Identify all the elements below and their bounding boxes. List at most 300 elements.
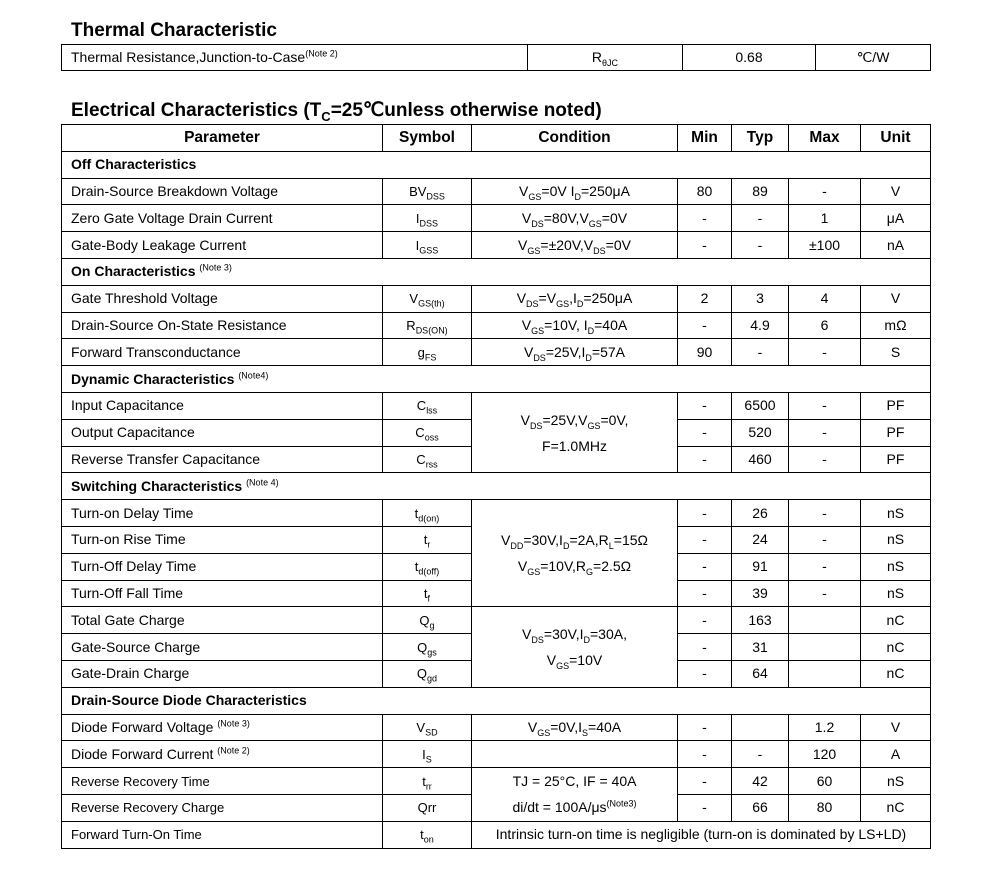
table-row bbox=[62, 205, 931, 232]
cell-unit: nS bbox=[861, 553, 931, 580]
condition-sub: D bbox=[576, 298, 584, 309]
cell-symbol bbox=[383, 312, 472, 339]
condition-text: =250μA bbox=[581, 182, 630, 199]
cell-unit: mΩ bbox=[861, 312, 931, 339]
condition-line-2 bbox=[472, 433, 677, 459]
cell-typ: 460 bbox=[732, 446, 789, 473]
cell-max bbox=[789, 607, 861, 634]
symbol-sub: on bbox=[423, 834, 434, 845]
cell-symbol bbox=[383, 768, 472, 795]
cell-condition bbox=[472, 232, 678, 259]
condition-sub: S bbox=[582, 727, 589, 738]
condition-text: =25V,V bbox=[542, 411, 588, 428]
cell-condition bbox=[472, 741, 678, 768]
condition-sub: D bbox=[562, 541, 570, 552]
cell-unit: nC bbox=[861, 660, 931, 687]
parameter-text: Reverse Recovery Time bbox=[71, 773, 210, 789]
symbol-sub: GSS bbox=[419, 245, 439, 256]
cell-max: 1.2 bbox=[789, 714, 861, 741]
condition-sub: GS bbox=[528, 191, 542, 202]
cell-unit: nS bbox=[861, 768, 931, 795]
symbol-sub: DS(ON) bbox=[415, 325, 448, 336]
cell-max: 120 bbox=[789, 741, 861, 768]
condition-text: =40A bbox=[594, 316, 628, 333]
condition-text: =0V,I bbox=[550, 718, 583, 735]
table-row bbox=[62, 178, 931, 205]
symbol-sub: gd bbox=[427, 673, 438, 684]
section-dynamic: Dynamic Characteristics $^{(Note4)}$ bbox=[62, 366, 931, 393]
cell-max: - bbox=[789, 339, 861, 366]
cell-min: - bbox=[678, 392, 732, 419]
condition-text: =30V,I bbox=[543, 626, 584, 643]
cell-min: 90 bbox=[678, 339, 732, 366]
cell-condition bbox=[472, 392, 678, 472]
thermal-table bbox=[61, 44, 931, 71]
condition-sub: GS bbox=[556, 298, 570, 309]
condition-text: =0V I bbox=[541, 182, 575, 199]
condition-text: V bbox=[501, 532, 511, 549]
cell-typ: 89 bbox=[732, 178, 789, 205]
parameter-text: Reverse Recovery Charge bbox=[71, 800, 225, 816]
section-on: On Characteristics $^{(Note 3)}$ bbox=[62, 258, 931, 285]
condition-text: V bbox=[546, 652, 557, 669]
parameter-text: Gate-Drain Charge bbox=[71, 665, 190, 682]
condition-line-1 bbox=[472, 527, 677, 553]
cell-symbol bbox=[383, 634, 472, 661]
condition-text: =30V,I bbox=[523, 532, 563, 549]
condition-text: =0V, bbox=[600, 411, 629, 428]
symbol-text: C bbox=[416, 398, 427, 414]
condition-text: ,I bbox=[569, 290, 577, 307]
cell-condition bbox=[472, 205, 678, 232]
cell-parameter bbox=[62, 660, 383, 687]
cell-min: - bbox=[678, 741, 732, 768]
parameter-text: Forward Transconductance bbox=[71, 343, 241, 360]
table-row bbox=[62, 392, 931, 419]
cell-min: - bbox=[678, 768, 732, 795]
condition-text: =0V bbox=[601, 209, 628, 226]
symbol-text: g bbox=[417, 344, 425, 360]
table-row bbox=[62, 821, 931, 848]
cell-symbol bbox=[383, 741, 472, 768]
cell-typ bbox=[732, 714, 789, 741]
table-row bbox=[62, 607, 931, 634]
cell-max: - bbox=[789, 526, 861, 553]
cell-symbol bbox=[383, 580, 472, 607]
condition-text: V bbox=[523, 343, 534, 360]
condition-sub: GS bbox=[531, 325, 545, 336]
condition-text: =10V, I bbox=[544, 316, 588, 333]
symbol-text: R bbox=[406, 317, 416, 333]
condition-sub: DS bbox=[533, 352, 546, 363]
cell-condition: Intrinsic turn-on time is negligible (turn-on is dominated by LS+LD) bbox=[472, 821, 931, 848]
condition-line-1 bbox=[472, 621, 677, 647]
cell-min: - bbox=[678, 660, 732, 687]
cell-typ: 520 bbox=[732, 419, 789, 446]
cell-parameter bbox=[62, 634, 383, 661]
cell-max: - bbox=[789, 446, 861, 473]
section-diode: Drain-Source Diode Characteristics bbox=[62, 687, 931, 714]
table-row bbox=[62, 500, 931, 527]
cell-symbol bbox=[383, 392, 472, 419]
symbol-sub: rr bbox=[425, 781, 432, 792]
section-row bbox=[62, 366, 931, 393]
cell-typ: 26 bbox=[732, 500, 789, 527]
cell-condition bbox=[472, 500, 678, 607]
cell-condition bbox=[472, 178, 678, 205]
cell-unit: nC bbox=[861, 607, 931, 634]
symbol-sub: d(on) bbox=[418, 513, 440, 524]
condition-text: V bbox=[516, 290, 527, 307]
condition-text: =V bbox=[538, 290, 557, 307]
cell-symbol bbox=[383, 205, 472, 232]
section-row bbox=[62, 258, 931, 285]
cell-max: - bbox=[789, 580, 861, 607]
condition-line-1 bbox=[472, 407, 677, 433]
cell-unit: A bbox=[861, 741, 931, 768]
cell-typ: 39 bbox=[732, 580, 789, 607]
cell-max: - bbox=[789, 392, 861, 419]
section-switching: Switching Characteristics $^{(Note 4)}$ bbox=[62, 473, 931, 500]
table-row bbox=[62, 768, 931, 795]
parameter-text: Turn-on Rise Time bbox=[71, 531, 186, 548]
cell-symbol bbox=[383, 794, 472, 821]
symbol-text: V bbox=[416, 719, 426, 735]
symbol-text: I bbox=[415, 210, 420, 226]
parameter-text: Turn-Off Delay Time bbox=[71, 558, 197, 575]
cell-max: - bbox=[789, 178, 861, 205]
cell-min: - bbox=[678, 794, 732, 821]
table-row bbox=[62, 45, 931, 71]
thermal-value: 0.68 bbox=[683, 45, 816, 71]
condition-sub: GS bbox=[537, 727, 551, 738]
cell-symbol bbox=[383, 660, 472, 687]
condition-sub: DS bbox=[529, 420, 543, 431]
cell-unit: V bbox=[861, 285, 931, 312]
cell-symbol bbox=[383, 339, 472, 366]
cell-parameter bbox=[62, 312, 383, 339]
symbol-text: BV bbox=[409, 183, 427, 199]
symbol-text: Q bbox=[416, 666, 428, 682]
cell-unit: PF bbox=[861, 392, 931, 419]
cell-typ: 91 bbox=[732, 553, 789, 580]
condition-sub: DS bbox=[531, 218, 544, 229]
cell-parameter bbox=[62, 553, 383, 580]
table-row bbox=[62, 232, 931, 259]
cell-parameter bbox=[62, 794, 383, 821]
symbol-sub: oss bbox=[424, 432, 439, 443]
parameter-text: Turn-on Delay Time bbox=[71, 504, 194, 521]
cell-parameter bbox=[62, 178, 383, 205]
condition-sub: GS bbox=[587, 420, 601, 431]
condition-text: =250μA bbox=[583, 290, 633, 307]
cell-parameter bbox=[62, 580, 383, 607]
table-row bbox=[62, 339, 931, 366]
cell-max: ±100 bbox=[789, 232, 861, 259]
symbol-sub: d(off) bbox=[418, 566, 440, 577]
cell-symbol bbox=[383, 526, 472, 553]
condition-text: V bbox=[517, 558, 528, 575]
section-row bbox=[62, 151, 931, 178]
symbol-text: t bbox=[414, 505, 419, 521]
cell-parameter bbox=[62, 500, 383, 527]
electrical-table bbox=[61, 124, 931, 849]
section-row bbox=[62, 687, 931, 714]
condition-text: V bbox=[527, 718, 538, 735]
cell-parameter bbox=[62, 821, 383, 848]
thermal-parameter: Thermal Resistance,Junction-to-Case$^{(Note 2)}$ bbox=[62, 45, 528, 71]
cell-min: - bbox=[678, 526, 732, 553]
cell-typ: - bbox=[732, 741, 789, 768]
condition-text: =2.5Ω bbox=[593, 558, 632, 575]
cell-unit: PF bbox=[861, 446, 931, 473]
cell-max: 1 bbox=[789, 205, 861, 232]
cell-typ: 42 bbox=[732, 768, 789, 795]
cell-min: - bbox=[678, 205, 732, 232]
cell-typ: 64 bbox=[732, 660, 789, 687]
condition-line-2 bbox=[472, 647, 677, 673]
condition-sub: L bbox=[608, 541, 614, 552]
cell-max: - bbox=[789, 500, 861, 527]
cell-min: - bbox=[678, 312, 732, 339]
cell-symbol bbox=[383, 285, 472, 312]
cell-max bbox=[789, 634, 861, 661]
condition-sub: D bbox=[583, 634, 590, 645]
cell-condition bbox=[472, 714, 678, 741]
condition-sub: GS bbox=[527, 245, 541, 256]
symbol-sub: f bbox=[427, 593, 431, 604]
symbol-sub: DSS bbox=[419, 218, 439, 229]
cell-unit: μA bbox=[861, 205, 931, 232]
cell-unit: nS bbox=[861, 500, 931, 527]
condition-sub: D bbox=[574, 191, 581, 202]
symbol-text: Q bbox=[419, 612, 430, 628]
cell-min: 2 bbox=[678, 285, 732, 312]
cell-max: 6 bbox=[789, 312, 861, 339]
parameter-text: Reverse Transfer Capacitance bbox=[71, 450, 261, 467]
cell-max bbox=[789, 660, 861, 687]
cell-max: - bbox=[789, 419, 861, 446]
condition-text: =0V bbox=[605, 236, 631, 253]
parameter-text: Gate-Body Leakage Current bbox=[71, 236, 247, 253]
cell-condition bbox=[472, 285, 678, 312]
parameter-text: Zero Gate Voltage Drain Current bbox=[71, 209, 273, 226]
cell-max: 4 bbox=[789, 285, 861, 312]
cell-parameter bbox=[62, 205, 383, 232]
condition-text: V bbox=[521, 209, 532, 226]
parameter-text: Turn-Off Fall Time bbox=[71, 584, 184, 601]
cell-parameter bbox=[62, 392, 383, 419]
section-row bbox=[62, 473, 931, 500]
condition-sub: GS bbox=[527, 567, 541, 578]
symbol-text: t bbox=[423, 585, 428, 601]
condition-sub: DD bbox=[510, 541, 524, 552]
cell-min: - bbox=[678, 580, 732, 607]
parameter-text: Gate-Source Charge bbox=[71, 638, 201, 655]
cell-min: - bbox=[678, 553, 732, 580]
symbol-sub: rss bbox=[425, 459, 438, 470]
condition-text: =80V,V bbox=[543, 209, 589, 226]
condition-text: V bbox=[520, 411, 530, 428]
cell-parameter bbox=[62, 339, 383, 366]
parameter-text: Drain-Source On-State Resistance bbox=[71, 316, 287, 333]
cell-min: - bbox=[678, 446, 732, 473]
cell-min: - bbox=[678, 419, 732, 446]
symbol-sub: gs bbox=[427, 647, 437, 658]
table-row bbox=[62, 741, 931, 768]
cell-unit: nC bbox=[861, 634, 931, 661]
cell-min: - bbox=[678, 714, 732, 741]
cell-max: 80 bbox=[789, 794, 861, 821]
parameter-text: Output Capacitance bbox=[71, 424, 195, 441]
symbol-sub: SD bbox=[425, 727, 438, 738]
condition-text: V bbox=[518, 236, 528, 253]
cell-min: - bbox=[678, 232, 732, 259]
cell-typ: 163 bbox=[732, 607, 789, 634]
thermal-title: Thermal Characteristic bbox=[71, 20, 277, 41]
condition-text: =10V bbox=[569, 652, 603, 669]
condition-text: V bbox=[521, 316, 532, 333]
table-row bbox=[62, 312, 931, 339]
parameter-text: Diode Forward Current bbox=[71, 745, 214, 762]
condition-sub: GS bbox=[588, 218, 602, 229]
cell-typ: 31 bbox=[732, 634, 789, 661]
header-max: Max bbox=[789, 125, 861, 152]
cell-condition bbox=[472, 312, 678, 339]
cell-unit: nS bbox=[861, 526, 931, 553]
cell-typ: 24 bbox=[732, 526, 789, 553]
cell-symbol bbox=[383, 178, 472, 205]
parameter-text: Gate Threshold Voltage bbox=[71, 290, 218, 307]
condition-text: di/dt = 100A/μs bbox=[512, 799, 607, 816]
condition-line-1: TJ = 25°C, IF = 40A bbox=[512, 773, 637, 790]
cell-typ: - bbox=[732, 339, 789, 366]
symbol-sub: lss bbox=[426, 405, 438, 416]
symbol-text: I bbox=[415, 237, 420, 253]
symbol-sub: GS(th) bbox=[418, 298, 445, 309]
cell-typ: 6500 bbox=[732, 392, 789, 419]
symbol-sub: g bbox=[429, 620, 435, 631]
condition-text: =25V,I bbox=[545, 343, 586, 360]
condition-text: V bbox=[519, 182, 529, 199]
condition-sub: G bbox=[586, 567, 594, 578]
parameter-text: Drain-Source Breakdown Voltage bbox=[71, 182, 279, 199]
header-min: Min bbox=[678, 125, 732, 152]
cell-symbol bbox=[383, 419, 472, 446]
section-off: Off Characteristics bbox=[62, 151, 931, 178]
cell-typ: 4.9 bbox=[732, 312, 789, 339]
condition-text: =30A, bbox=[589, 626, 627, 643]
symbol-text: t bbox=[420, 827, 424, 843]
condition-text: =40A bbox=[588, 718, 622, 735]
condition-line-2 bbox=[472, 553, 677, 579]
condition-note: (Note3) bbox=[606, 798, 637, 809]
table-row bbox=[62, 285, 931, 312]
cell-parameter bbox=[62, 526, 383, 553]
parameter-text: Total Gate Charge bbox=[71, 611, 185, 628]
cell-min: - bbox=[678, 634, 732, 661]
cell-unit: V bbox=[861, 714, 931, 741]
condition-text: =10V,R bbox=[540, 558, 587, 575]
cell-unit: V bbox=[861, 178, 931, 205]
cell-min: 80 bbox=[678, 178, 732, 205]
cell-condition bbox=[472, 339, 678, 366]
header-parameter: Parameter bbox=[62, 125, 383, 152]
cell-typ: 3 bbox=[732, 285, 789, 312]
cell-unit: nC bbox=[861, 794, 931, 821]
symbol-sub: r bbox=[427, 539, 431, 550]
cell-min: - bbox=[678, 500, 732, 527]
condition-line-2 bbox=[472, 794, 677, 820]
header-condition: Condition bbox=[472, 125, 678, 152]
condition-text: =2A,R bbox=[569, 532, 609, 549]
cell-min: - bbox=[678, 607, 732, 634]
electrical-title: Electrical Characteristics ($T_C=25℃unless$ otherwise noted) bbox=[71, 100, 602, 124]
cell-unit: PF bbox=[861, 419, 931, 446]
cell-typ: - bbox=[732, 232, 789, 259]
condition-sub: DS bbox=[531, 634, 544, 645]
parameter-text: Forward Turn-On Time bbox=[71, 827, 202, 843]
condition-text: =15Ω bbox=[613, 532, 648, 549]
cell-parameter bbox=[62, 768, 383, 795]
cell-parameter bbox=[62, 607, 383, 634]
cell-parameter bbox=[62, 446, 383, 473]
cell-max: - bbox=[789, 553, 861, 580]
cell-condition bbox=[472, 768, 678, 822]
condition-sub: D bbox=[585, 352, 592, 363]
header-row bbox=[62, 125, 931, 152]
condition-text: V bbox=[522, 626, 532, 643]
cell-symbol bbox=[383, 553, 472, 580]
cell-parameter bbox=[62, 714, 383, 741]
symbol-text: t bbox=[422, 773, 426, 789]
condition-text: =±20V,V bbox=[540, 236, 594, 253]
cell-symbol bbox=[383, 446, 472, 473]
condition-sub: D bbox=[587, 325, 595, 336]
parameter-note: (Note 3) bbox=[217, 718, 250, 729]
condition-text: F=1.0MHz bbox=[542, 437, 607, 454]
cell-unit: nA bbox=[861, 232, 931, 259]
condition-text: =57A bbox=[591, 343, 626, 360]
thermal-unit: ℃/W bbox=[816, 45, 931, 71]
condition-sub: DS bbox=[593, 245, 606, 256]
cell-condition bbox=[472, 607, 678, 687]
symbol-text: Q bbox=[417, 639, 428, 655]
cell-unit: nS bbox=[861, 580, 931, 607]
cell-parameter bbox=[62, 741, 383, 768]
cell-symbol bbox=[383, 714, 472, 741]
cell-parameter bbox=[62, 419, 383, 446]
parameter-text: Input Capacitance bbox=[71, 397, 184, 414]
cell-parameter bbox=[62, 232, 383, 259]
parameter-text: Diode Forward Voltage bbox=[71, 718, 214, 735]
symbol-sub: S bbox=[425, 754, 432, 765]
symbol-text: I bbox=[422, 746, 426, 762]
cell-symbol bbox=[383, 607, 472, 634]
cell-parameter bbox=[62, 285, 383, 312]
cell-max: 60 bbox=[789, 768, 861, 795]
header-symbol: Symbol bbox=[383, 125, 472, 152]
cell-symbol bbox=[383, 500, 472, 527]
thermal-symbol: $R_{\theta JC}$ bbox=[528, 45, 683, 71]
symbol-sub: DSS bbox=[426, 191, 445, 202]
symbol-text: t bbox=[414, 559, 419, 575]
table-row bbox=[62, 714, 931, 741]
cell-symbol bbox=[383, 232, 472, 259]
symbol-text: Qrr bbox=[417, 800, 437, 816]
header-typ: Typ bbox=[732, 125, 789, 152]
condition-sub: DS bbox=[526, 298, 539, 309]
